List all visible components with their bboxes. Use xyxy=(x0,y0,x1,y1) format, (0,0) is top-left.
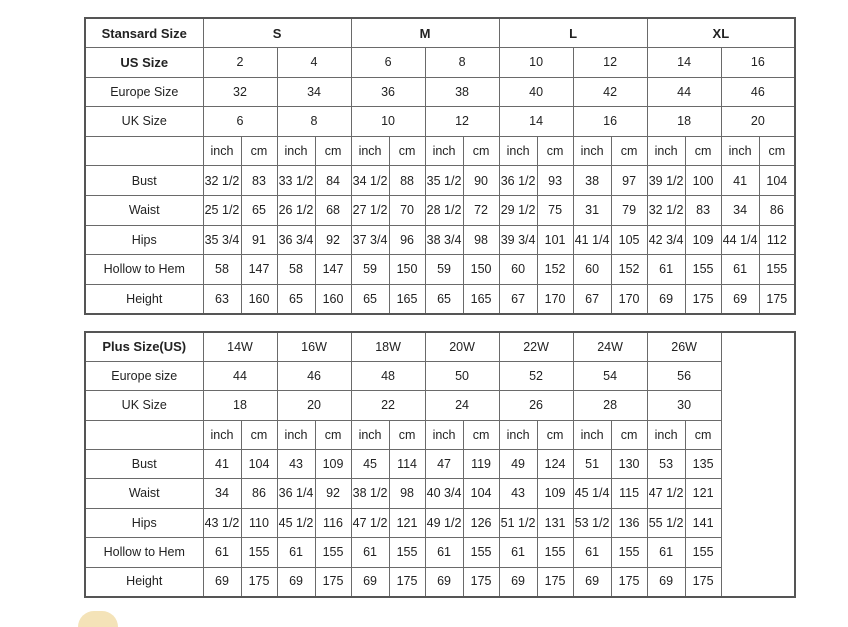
uk-size-value: 16 xyxy=(573,107,647,137)
measure-cm-value: 119 xyxy=(463,450,499,479)
plus-row-bust xyxy=(85,450,795,479)
measure-inch-value: 34 1/2 xyxy=(351,166,389,196)
measure-cm-value: 155 xyxy=(389,538,425,567)
us-size-value: 8 xyxy=(425,48,499,78)
unit-inch: inch xyxy=(203,420,241,449)
plus-uk-value: 28 xyxy=(573,391,647,420)
unit-cm: cm xyxy=(537,136,573,166)
measure-inch-value: 59 xyxy=(351,255,389,285)
plus-unit-row-blank xyxy=(85,420,203,449)
unit-inch: inch xyxy=(425,420,463,449)
europe-size-value: 34 xyxy=(277,77,351,107)
measure-cm-value: 155 xyxy=(241,538,277,567)
plus-empty-area xyxy=(721,332,795,597)
uk-size-label: UK Size xyxy=(85,107,203,137)
plus-europe-label: Europe size xyxy=(85,361,203,390)
us-size-row xyxy=(85,48,795,78)
measure-inch-value: 65 xyxy=(425,284,463,314)
unit-inch: inch xyxy=(499,136,537,166)
unit-inch: inch xyxy=(351,136,389,166)
unit-inch: inch xyxy=(573,420,611,449)
measure-cm-value: 124 xyxy=(537,450,573,479)
measure-inch-value: 69 xyxy=(425,567,463,596)
us-size-value: 6 xyxy=(351,48,425,78)
measure-cm-value: 175 xyxy=(611,567,647,596)
measure-inch-value: 59 xyxy=(425,255,463,285)
measure-cm-value: 136 xyxy=(611,508,647,537)
measure-inch-value: 36 3/4 xyxy=(277,225,315,255)
plus-uk-value: 30 xyxy=(647,391,721,420)
unit-inch: inch xyxy=(647,136,685,166)
plus-uk-value: 22 xyxy=(351,391,425,420)
measure-inch-value: 55 1/2 xyxy=(647,508,685,537)
plus-size-value: 14W xyxy=(203,332,277,361)
measure-cm-value: 155 xyxy=(685,538,721,567)
standard-size-label: Stansard Size xyxy=(85,18,203,48)
measure-cm-value: 175 xyxy=(315,567,351,596)
measure-inch-value: 61 xyxy=(647,538,685,567)
measure-inch-value: 69 xyxy=(203,567,241,596)
measure-cm-value: 175 xyxy=(463,567,499,596)
us-size-value: 4 xyxy=(277,48,351,78)
measure-inch-value: 60 xyxy=(573,255,611,285)
unit-cm: cm xyxy=(685,136,721,166)
standard-size-table xyxy=(84,17,796,315)
unit-cm: cm xyxy=(463,136,499,166)
us-size-value: 16 xyxy=(721,48,795,78)
measure-cm-value: 175 xyxy=(759,284,795,314)
measure-inch-value: 61 xyxy=(721,255,759,285)
measure-label: Bust xyxy=(85,450,203,479)
size-l: L xyxy=(499,18,647,48)
uk-size-value: 12 xyxy=(425,107,499,137)
measure-cm-value: 83 xyxy=(685,196,721,226)
measure-row-bust xyxy=(85,166,795,196)
measure-inch-value: 43 1/2 xyxy=(203,508,241,537)
measure-cm-value: 165 xyxy=(389,284,425,314)
plus-header-row xyxy=(85,332,795,361)
measure-cm-value: 175 xyxy=(241,567,277,596)
measure-inch-value: 26 1/2 xyxy=(277,196,315,226)
measure-inch-value: 47 1/2 xyxy=(647,479,685,508)
measure-row-waist xyxy=(85,196,795,226)
unit-inch: inch xyxy=(499,420,537,449)
measure-inch-value: 69 xyxy=(647,567,685,596)
measure-cm-value: 175 xyxy=(685,284,721,314)
measure-cm-value: 104 xyxy=(463,479,499,508)
measure-label: Bust xyxy=(85,166,203,196)
measure-inch-value: 41 xyxy=(721,166,759,196)
standard-header-row xyxy=(85,18,795,48)
europe-size-value: 38 xyxy=(425,77,499,107)
measure-inch-value: 61 xyxy=(647,255,685,285)
measure-cm-value: 86 xyxy=(241,479,277,508)
unit-cm: cm xyxy=(537,420,573,449)
measure-row-hollow-to-hem xyxy=(85,255,795,285)
measure-inch-value: 53 1/2 xyxy=(573,508,611,537)
europe-size-value: 44 xyxy=(647,77,721,107)
measure-cm-value: 75 xyxy=(537,196,573,226)
measure-cm-value: 104 xyxy=(241,450,277,479)
measure-cm-value: 152 xyxy=(611,255,647,285)
uk-size-value: 14 xyxy=(499,107,573,137)
plus-unit-row xyxy=(85,420,795,449)
measure-label: Height xyxy=(85,284,203,314)
measure-inch-value: 61 xyxy=(499,538,537,567)
measure-inch-value: 33 1/2 xyxy=(277,166,315,196)
uk-size-value: 20 xyxy=(721,107,795,137)
measure-inch-value: 49 1/2 xyxy=(425,508,463,537)
unit-inch: inch xyxy=(351,420,389,449)
measure-cm-value: 121 xyxy=(389,508,425,537)
measure-cm-value: 84 xyxy=(315,166,351,196)
unit-inch: inch xyxy=(277,136,315,166)
plus-europe-row xyxy=(85,361,795,390)
measure-inch-value: 49 xyxy=(499,450,537,479)
measure-cm-value: 88 xyxy=(389,166,425,196)
europe-size-value: 36 xyxy=(351,77,425,107)
plus-row-waist xyxy=(85,479,795,508)
size-xl: XL xyxy=(647,18,795,48)
measure-inch-value: 69 xyxy=(499,567,537,596)
measure-label: Hollow to Hem xyxy=(85,255,203,285)
measure-inch-value: 40 3/4 xyxy=(425,479,463,508)
unit-inch: inch xyxy=(277,420,315,449)
plus-size-label: Plus Size(US) xyxy=(85,332,203,361)
measure-cm-value: 101 xyxy=(537,225,573,255)
measure-inch-value: 69 xyxy=(721,284,759,314)
measure-inch-value: 69 xyxy=(351,567,389,596)
uk-size-row xyxy=(85,107,795,137)
measure-inch-value: 44 1/4 xyxy=(721,225,759,255)
measure-cm-value: 114 xyxy=(389,450,425,479)
measure-cm-value: 68 xyxy=(315,196,351,226)
measure-inch-value: 34 xyxy=(721,196,759,226)
plus-row-hips xyxy=(85,508,795,537)
measure-cm-value: 155 xyxy=(611,538,647,567)
measure-cm-value: 116 xyxy=(315,508,351,537)
unit-cm: cm xyxy=(463,420,499,449)
plus-size-value: 16W xyxy=(277,332,351,361)
measure-cm-value: 170 xyxy=(537,284,573,314)
plus-europe-value: 56 xyxy=(647,361,721,390)
measure-inch-value: 69 xyxy=(647,284,685,314)
measure-inch-value: 32 1/2 xyxy=(647,196,685,226)
measure-inch-value: 47 1/2 xyxy=(351,508,389,537)
measure-inch-value: 61 xyxy=(277,538,315,567)
measure-inch-value: 41 1/4 xyxy=(573,225,611,255)
measure-inch-value: 58 xyxy=(277,255,315,285)
measure-cm-value: 175 xyxy=(685,567,721,596)
measure-label: Hollow to Hem xyxy=(85,538,203,567)
measure-cm-value: 98 xyxy=(389,479,425,508)
measure-cm-value: 160 xyxy=(241,284,277,314)
plus-size-table xyxy=(84,331,796,598)
measure-cm-value: 130 xyxy=(611,450,647,479)
measure-inch-value: 43 xyxy=(499,479,537,508)
plus-size-value: 26W xyxy=(647,332,721,361)
measure-cm-value: 160 xyxy=(315,284,351,314)
measure-row-height xyxy=(85,284,795,314)
measure-inch-value: 38 3/4 xyxy=(425,225,463,255)
measure-inch-value: 25 1/2 xyxy=(203,196,241,226)
measure-inch-value: 67 xyxy=(573,284,611,314)
measure-inch-value: 51 1/2 xyxy=(499,508,537,537)
measure-cm-value: 141 xyxy=(685,508,721,537)
measure-cm-value: 155 xyxy=(315,538,351,567)
measure-inch-value: 45 xyxy=(351,450,389,479)
measure-cm-value: 91 xyxy=(241,225,277,255)
measure-inch-value: 32 1/2 xyxy=(203,166,241,196)
measure-inch-value: 34 xyxy=(203,479,241,508)
measure-inch-value: 69 xyxy=(277,567,315,596)
measure-cm-value: 83 xyxy=(241,166,277,196)
us-size-value: 12 xyxy=(573,48,647,78)
plus-uk-label: UK Size xyxy=(85,391,203,420)
measure-cm-value: 97 xyxy=(611,166,647,196)
plus-uk-value: 24 xyxy=(425,391,499,420)
measure-cm-value: 86 xyxy=(759,196,795,226)
measure-cm-value: 98 xyxy=(463,225,499,255)
plus-europe-value: 46 xyxy=(277,361,351,390)
unit-cm: cm xyxy=(241,136,277,166)
measure-cm-value: 92 xyxy=(315,479,351,508)
unit-cm: cm xyxy=(759,136,795,166)
europe-size-row xyxy=(85,77,795,107)
measure-inch-value: 41 xyxy=(203,450,241,479)
uk-size-value: 6 xyxy=(203,107,277,137)
measure-inch-value: 61 xyxy=(425,538,463,567)
measure-inch-value: 38 xyxy=(573,166,611,196)
measure-cm-value: 110 xyxy=(241,508,277,537)
plus-europe-value: 54 xyxy=(573,361,647,390)
measure-inch-value: 35 3/4 xyxy=(203,225,241,255)
measure-inch-value: 43 xyxy=(277,450,315,479)
plus-europe-value: 48 xyxy=(351,361,425,390)
measure-inch-value: 36 1/2 xyxy=(499,166,537,196)
measure-inch-value: 28 1/2 xyxy=(425,196,463,226)
uk-size-value: 8 xyxy=(277,107,351,137)
measure-cm-value: 92 xyxy=(315,225,351,255)
unit-row xyxy=(85,136,795,166)
plus-europe-value: 44 xyxy=(203,361,277,390)
measure-cm-value: 165 xyxy=(463,284,499,314)
measure-cm-value: 155 xyxy=(463,538,499,567)
unit-cm: cm xyxy=(685,420,721,449)
unit-cm: cm xyxy=(389,420,425,449)
plus-europe-value: 52 xyxy=(499,361,573,390)
us-size-value: 2 xyxy=(203,48,277,78)
plus-uk-value: 26 xyxy=(499,391,573,420)
measure-cm-value: 121 xyxy=(685,479,721,508)
measure-cm-value: 155 xyxy=(685,255,721,285)
measure-cm-value: 150 xyxy=(389,255,425,285)
plus-uk-value: 20 xyxy=(277,391,351,420)
unit-cm: cm xyxy=(389,136,425,166)
measure-inch-value: 39 3/4 xyxy=(499,225,537,255)
us-size-value: 10 xyxy=(499,48,573,78)
measure-label: Height xyxy=(85,567,203,596)
plus-size-value: 20W xyxy=(425,332,499,361)
europe-size-label: Europe Size xyxy=(85,77,203,107)
measure-inch-value: 29 1/2 xyxy=(499,196,537,226)
measure-inch-value: 47 xyxy=(425,450,463,479)
measure-inch-value: 67 xyxy=(499,284,537,314)
measure-cm-value: 109 xyxy=(315,450,351,479)
measure-inch-value: 35 1/2 xyxy=(425,166,463,196)
measure-cm-value: 115 xyxy=(611,479,647,508)
measure-label: Hips xyxy=(85,508,203,537)
decorative-shape xyxy=(78,611,118,627)
unit-inch: inch xyxy=(573,136,611,166)
measure-label: Waist xyxy=(85,479,203,508)
measure-cm-value: 70 xyxy=(389,196,425,226)
uk-size-value: 18 xyxy=(647,107,721,137)
measure-cm-value: 175 xyxy=(537,567,573,596)
measure-inch-value: 53 xyxy=(647,450,685,479)
plus-europe-value: 50 xyxy=(425,361,499,390)
measure-cm-value: 147 xyxy=(315,255,351,285)
measure-inch-value: 27 1/2 xyxy=(351,196,389,226)
size-s: S xyxy=(203,18,351,48)
measure-cm-value: 150 xyxy=(463,255,499,285)
size-m: M xyxy=(351,18,499,48)
measure-cm-value: 100 xyxy=(685,166,721,196)
measure-cm-value: 170 xyxy=(611,284,647,314)
measure-cm-value: 65 xyxy=(241,196,277,226)
unit-inch: inch xyxy=(203,136,241,166)
measure-cm-value: 109 xyxy=(685,225,721,255)
plus-row-hollow-to-hem xyxy=(85,538,795,567)
measure-cm-value: 105 xyxy=(611,225,647,255)
unit-cm: cm xyxy=(611,420,647,449)
measure-inch-value: 63 xyxy=(203,284,241,314)
measure-label: Hips xyxy=(85,225,203,255)
measure-cm-value: 109 xyxy=(537,479,573,508)
unit-inch: inch xyxy=(647,420,685,449)
unit-cm: cm xyxy=(315,420,351,449)
measure-cm-value: 155 xyxy=(537,538,573,567)
measure-cm-value: 72 xyxy=(463,196,499,226)
measure-inch-value: 61 xyxy=(573,538,611,567)
europe-size-value: 40 xyxy=(499,77,573,107)
measure-inch-value: 45 1/2 xyxy=(277,508,315,537)
plus-size-value: 24W xyxy=(573,332,647,361)
measure-cm-value: 93 xyxy=(537,166,573,196)
measure-inch-value: 60 xyxy=(499,255,537,285)
uk-size-value: 10 xyxy=(351,107,425,137)
plus-uk-value: 18 xyxy=(203,391,277,420)
measure-row-hips xyxy=(85,225,795,255)
unit-cm: cm xyxy=(315,136,351,166)
unit-inch: inch xyxy=(425,136,463,166)
measure-inch-value: 38 1/2 xyxy=(351,479,389,508)
europe-size-value: 42 xyxy=(573,77,647,107)
plus-row-height xyxy=(85,567,795,596)
europe-size-value: 32 xyxy=(203,77,277,107)
plus-uk-row xyxy=(85,391,795,420)
measure-inch-value: 36 1/4 xyxy=(277,479,315,508)
measure-inch-value: 65 xyxy=(351,284,389,314)
measure-cm-value: 79 xyxy=(611,196,647,226)
measure-inch-value: 45 1/4 xyxy=(573,479,611,508)
unit-cm: cm xyxy=(241,420,277,449)
measure-inch-value: 51 xyxy=(573,450,611,479)
us-size-value: 14 xyxy=(647,48,721,78)
unit-row-blank xyxy=(85,136,203,166)
measure-inch-value: 37 3/4 xyxy=(351,225,389,255)
europe-size-value: 46 xyxy=(721,77,795,107)
measure-inch-value: 42 3/4 xyxy=(647,225,685,255)
measure-cm-value: 147 xyxy=(241,255,277,285)
measure-label: Waist xyxy=(85,196,203,226)
measure-cm-value: 175 xyxy=(389,567,425,596)
measure-cm-value: 96 xyxy=(389,225,425,255)
plus-size-value: 22W xyxy=(499,332,573,361)
measure-inch-value: 65 xyxy=(277,284,315,314)
plus-size-value: 18W xyxy=(351,332,425,361)
measure-inch-value: 61 xyxy=(203,538,241,567)
measure-cm-value: 135 xyxy=(685,450,721,479)
measure-inch-value: 69 xyxy=(573,567,611,596)
measure-cm-value: 112 xyxy=(759,225,795,255)
measure-cm-value: 104 xyxy=(759,166,795,196)
measure-cm-value: 126 xyxy=(463,508,499,537)
measure-cm-value: 155 xyxy=(759,255,795,285)
measure-inch-value: 39 1/2 xyxy=(647,166,685,196)
measure-cm-value: 131 xyxy=(537,508,573,537)
measure-cm-value: 90 xyxy=(463,166,499,196)
unit-cm: cm xyxy=(611,136,647,166)
measure-inch-value: 58 xyxy=(203,255,241,285)
measure-inch-value: 61 xyxy=(351,538,389,567)
measure-inch-value: 31 xyxy=(573,196,611,226)
us-size-label: US Size xyxy=(85,48,203,78)
unit-inch: inch xyxy=(721,136,759,166)
measure-cm-value: 152 xyxy=(537,255,573,285)
